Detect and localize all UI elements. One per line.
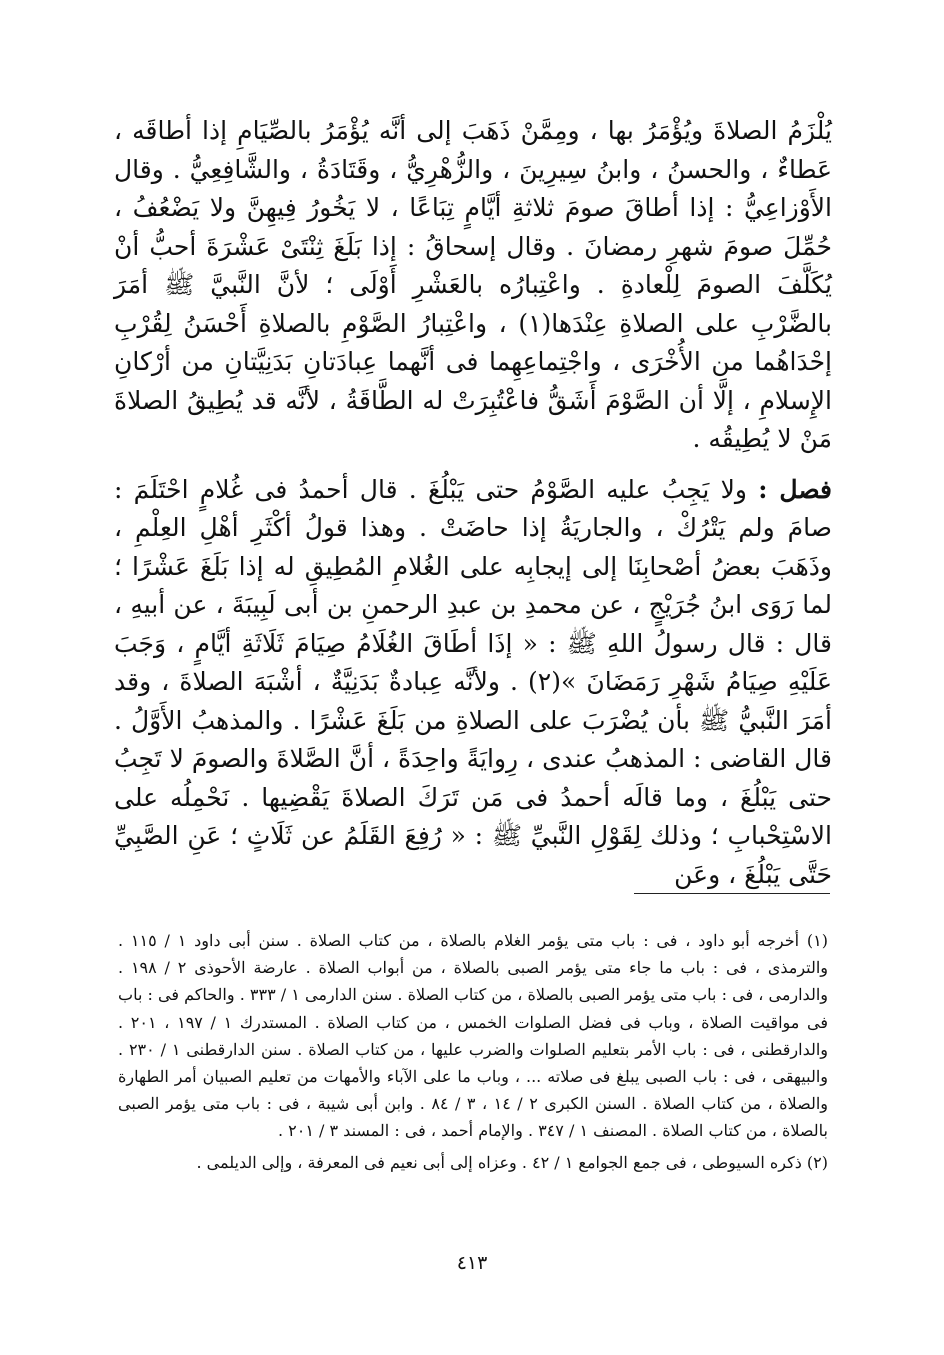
footnote-divider — [634, 893, 830, 894]
footnote-2: (٢) ذكره السيوطى ، فى جمع الجوامع ١ / ٤٢ . وعزاه إلى أبى نعيم فى المعرفة ، وإلى الديلمى . — [196, 1152, 828, 1172]
footnote-1: (١) أخرجه أبو داود ، فى : باب متى يؤمر الغلام بالصلاة ، من كتاب الصلاة . سنن أبى داود ١ / ١١٥ . والترمذى ، فى : باب ما جاء متى يؤمر الصبى بالصلاة ، من أبواب الصلاة . عارضة الأحوذى ٢ / ١٩٨ . والدارمى ، فى : باب متى يؤمر الصبى بالصلاة ، من كتاب الصلاة . سنن الدارمى ١ / ٣٣٣ . والحاكم فى : باب فى مواقيت الصلاة ، وباب فى فضل الصلوات الخمس ، من كتاب الصلاة . المستدرك ١ / ١٩٧ ، ٢٠١ . والدارقطنى ، فى : باب الأمر بتعليم الصلوات والضرب عليها ، من كتاب الصلاة . سنن الدارقطنى ١ / ٢٣٠ . والبيهقى ، فى : باب الصبى يبلغ فى صلاته ... ، وباب ما على الآباء والأمهات من تعليم الصبيان أمر الطهارة والصلاة ، من كتاب الصلاة . السنن الكبرى ٢ / ١٤ ، ٣ / ٨٤ . وابن أبى شيبة ، فى : باب متى يؤمر الصبى بالصلاة ، من كتاب الصلاة . المصنف ١ / ٣٤٧ . والإمام أحمد ، فى : المسند ٣ / ٢٠١ . — [118, 931, 829, 1141]
paragraph-text: ولا يَجِبُ عليه الصَّوْمُ حتى يَبْلُغَ . قال أحمدُ فى غُلامٍ احْتَلَمَ : صامَ ولم يَتْرُكْ ، والجاريَةُ إذا حاضَتْ . وهذا قولُ أكْثَرِ أهْلِ العِلْمِ ، وذَهَبَ بعضُ أصْحابِنَا إلى إيجابِه على الغُلامِ المُطِيقِ له إذا بَلَغَ عَشْرًا ؛ لما رَوَى ابنُ جُرَيْجٍ ، عن محمدِ بن عبدِ الرحمنِ بن أبى لَبِيبَةَ ، عن أبيهِ ، قال : قال رسولُ اللهِ ﷺ : « إذَا أطَاقَ الغُلَامُ صِيَامَ ثَلَاثَةِ أيَّامٍ ، وَجَبَ عَلَيْهِ صِيَامُ شَهْرِ رَمَضَانَ »(٢) . ولأنَّه عِبادةٌ بَدَنِيَّةٌ ، أشْبَهَ الصلاةَ ، وقد أمَرَ النَّبيُّ ﷺ بأن يُضْرَبَ على الصلاةِ من بَلَغَ عَشْرًا . والمذهبُ الأَوَّلُ . قال القاضى : المذهبُ عندى ، رِوايَةً واحِدَةً ، أنَّ الصَّلاةَ والصومَ لا تَجِبُ حتى يَبْلُغَ ، وما قالَه أحمدُ فى مَن تَرَكَ الصلاةَ يَقْضِيها . نَحْمِلُه على الاسْتِحْبابِ ؛ وذلك لِقَوْلِ النَّبيِّ ﷺ : « رُفِعَ القَلَمُ عن ثَلَاثٍ ؛ عَنِ الصَّبِيِّ حَتَّى يَبْلُغَ ، وعَن — [114, 474, 833, 889]
main-text — [114, 112, 832, 894]
page-number: ٤١٣ — [456, 1252, 488, 1274]
footnotes — [118, 927, 828, 1176]
section-label: فصل : — [758, 474, 832, 504]
paragraph — [114, 112, 832, 459]
section-paragraph — [114, 471, 832, 895]
paragraph-text: يُلْزَمُ الصلاةَ ويُؤْمَرُ بها ، ومِمَّنْ ذَهَبَ إلى أنَّه يُؤْمَرُ بالصِّيَامِ إذا أطاقَه ، عَطاءٌ ، والحسنُ ، وابنُ سِيرِينَ ، والزُّهْرِيُّ ، وقَتَادَةُ ، والشَّافِعِيُّ . وقال الأَوْزاعِيُّ : إذا أطاقَ صومَ ثلاثةِ أيَّامٍ تِبَاعًا ، لا يَخُورُ فِيهِنَّ ولا يَضْعُفُ ، حُمِّلَ صومَ شهرِ رمضانَ . وقال إسحاقُ : إذا بَلَغَ ثِنْتَىْ عَشْرَةَ أحبُّ أنْ يُكَلَّفَ الصومَ لِلْعادةِ . واعْتِبارُه بالعَشْرِ أَوْلَى ؛ لأنَّ النَّبيَّ ﷺ أمَرَ بالضَّرْبِ على الصلاةِ عِنْدَها(١) ، واعْتِبارُ الصَّوْمِ بالصلاةِ أَحْسَنُ لِقُرْبِ إحْدَاهُما من الأُخْرَى ، واجْتِماعِهِما فى أنَّهما عِبادَتانِ بَدَنِيَّتانِ من أرْكانِ الإِسلامِ ، إلَّا أن الصَّوْمَ أَشَقُّ فاعْتُبِرَتْ له الطَّاقَةُ ، لأنَّه قد يُطِيقُ الصلاةَ مَنْ لا يُطِيقُه . — [114, 116, 832, 453]
